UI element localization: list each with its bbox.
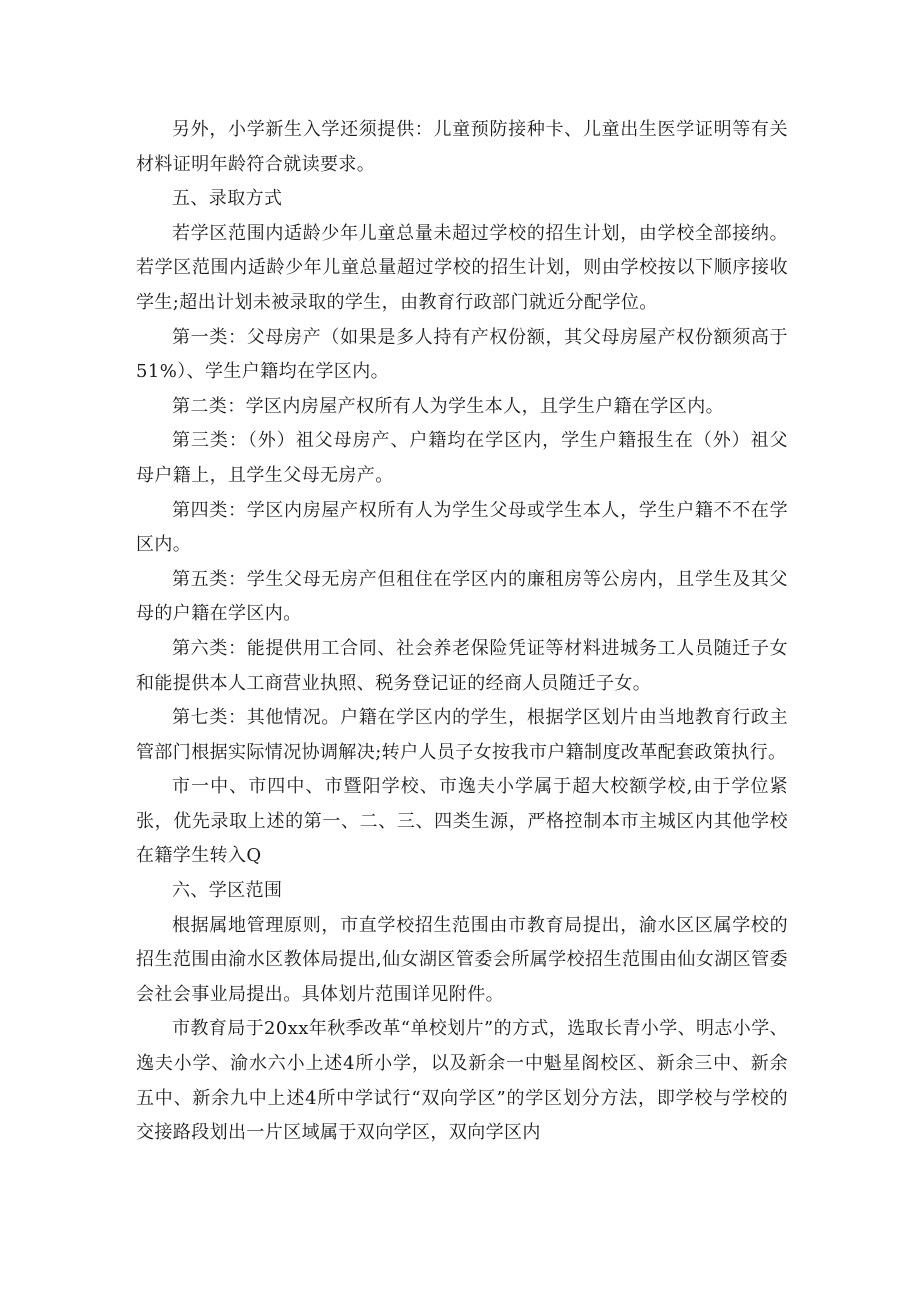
paragraph-category-5: 第五类：学生父母无房产但租住在学区内的廉租房等公房内，且学生及其父母的户籍在学区内。	[136, 568, 788, 625]
document-body	[136, 113, 788, 1151]
heading-school-district: 六、学区范围	[172, 880, 283, 902]
paragraph-admission-rules: 若学区范围内适龄少年儿童总量未超过学校的招生计划，由学校全部接纳。若学区范围内适龄少年儿童总量超过学校的招生计划，则由学校按以下顺序接收学生;超出计划未被录取的学生，由教育行政部门就近分配学位。	[136, 222, 788, 313]
paragraph-oversized-schools: 市一中、市四中、市暨阳学校、市逸夫小学属于超大校额学校,由于学位紧张，优先录取上述的第一、二、三、四类生源，严格控制本市主城区内其他学校在籍学生转入Q	[136, 776, 788, 867]
paragraph-category-3: 第三类：（外）祖父母房产、户籍均在学区内，学生户籍报生在（外）祖父母户籍上，且学生父母无房产。	[136, 430, 788, 486]
paragraph-additional-materials: 另外，小学新生入学还须提供：儿童预防接种卡、儿童出生医学证明等有关材料证明年龄符合就读要求。	[136, 119, 788, 175]
paragraph-category-4: 第四类：学区内房屋产权所有人为学生父母或学生本人，学生户籍不不在学区内。	[136, 499, 788, 556]
paragraph-category-1: 第一类：父母房产（如果是多人持有产权份额，其父母房屋产权份额须高于51%）、学生户籍均在学区内。	[136, 326, 788, 383]
paragraph-category-7: 第七类：其他情况。户籍在学区内的学生，根据学区划片由当地教育行政主管部门根据实际情况协调解决;转户人员子女按我市户籍制度改革配套政策执行。	[136, 707, 788, 763]
paragraph-category-6: 第六类：能提供用工合同、社会养老保险凭证等材料进城务工人员随迁子女和能提供本人工商营业执照、税务登记证的经商人员随迁子女。	[136, 637, 788, 694]
heading-admission-method: 五、录取方式	[172, 188, 283, 210]
paragraph-district-principle: 根据属地管理原则，市直学校招生范围由市教育局提出，渝水区区属学校的招生范围由渝水区教体局提出,仙女湖区管委会所属学校招生范围由仙女湖区管委会社会事业局提出。具体划片范围详见附件。	[136, 914, 788, 1005]
paragraph-dual-district: 市教育局于20xx年秋季改革“单校划片”的方式，选取长青小学、明志小学、逸夫小学、渝水六小上述4所小学，以及新余一中魁星阁校区、新余三中、新余五中、新余九中上述4所中学试行“双向学区”的学区划分方法，即学校与学校的交接路段划出一片区域属于双向学区，双向学区内	[136, 1018, 789, 1144]
paragraph-category-2: 第二类：学区内房屋产权所有人为学生本人，且学生户籍在学区内。	[172, 395, 724, 417]
